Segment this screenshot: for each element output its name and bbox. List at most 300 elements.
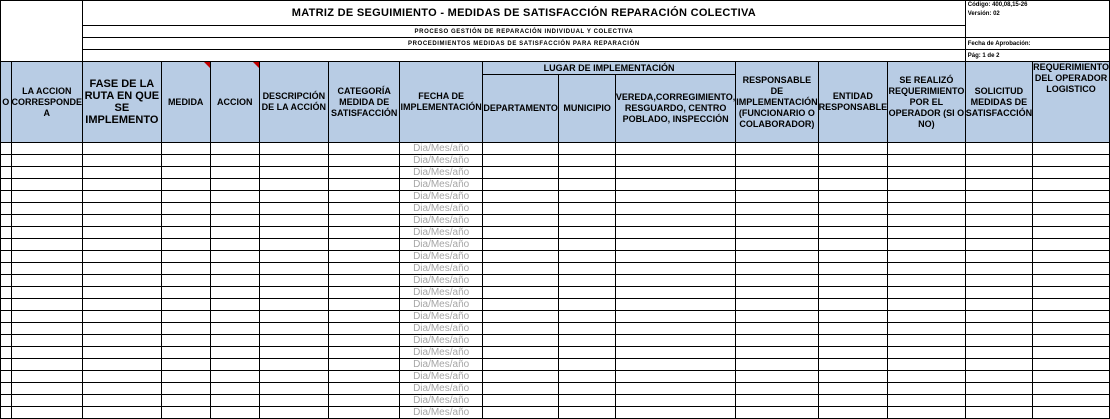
data-cell[interactable] (482, 191, 559, 203)
data-cell[interactable] (259, 383, 328, 395)
data-cell[interactable] (11, 227, 83, 239)
data-cell[interactable] (328, 323, 400, 335)
data-cell[interactable] (888, 311, 966, 323)
data-cell[interactable] (328, 251, 400, 263)
data-cell[interactable] (615, 371, 735, 383)
data-cell[interactable] (328, 239, 400, 251)
col-header-route-phase[interactable]: FASE DE LA RUTA EN QUE SE IMPLEMENTO (83, 62, 162, 143)
data-cell[interactable] (1, 395, 12, 407)
data-cell[interactable] (482, 167, 559, 179)
data-cell[interactable] (210, 407, 259, 419)
data-cell[interactable] (482, 359, 559, 371)
data-cell[interactable] (210, 179, 259, 191)
data-cell[interactable] (965, 299, 1032, 311)
data-cell[interactable] (482, 311, 559, 323)
data-cell[interactable] (83, 251, 162, 263)
data-cell[interactable] (888, 383, 966, 395)
data-cell[interactable] (328, 275, 400, 287)
data-cell[interactable] (83, 263, 162, 275)
data-cell[interactable] (559, 323, 615, 335)
data-cell[interactable] (1, 359, 12, 371)
data-cell[interactable] (965, 407, 1032, 419)
data-cell[interactable] (615, 155, 735, 167)
data-cell[interactable] (559, 263, 615, 275)
data-cell[interactable] (259, 191, 328, 203)
data-cell[interactable] (11, 323, 83, 335)
data-cell[interactable] (559, 383, 615, 395)
data-cell[interactable] (83, 347, 162, 359)
data-cell[interactable] (1033, 227, 1110, 239)
data-cell[interactable] (1033, 311, 1110, 323)
data-cell[interactable] (965, 323, 1032, 335)
col-header-responsible-entity[interactable]: ENTIDAD RESPONSABLE (818, 62, 888, 143)
col-header-action-corresponds[interactable]: LA ACCION CORRESPONDE A (11, 62, 83, 143)
data-cell[interactable] (818, 311, 888, 323)
data-cell[interactable] (965, 383, 1032, 395)
data-cell[interactable] (161, 323, 210, 335)
data-cell[interactable] (736, 227, 818, 239)
data-cell[interactable] (161, 359, 210, 371)
date-cell[interactable]: Dia/Mes/año (400, 407, 482, 419)
data-cell[interactable] (736, 335, 818, 347)
col-header-department[interactable]: DEPARTAMENTO (482, 75, 559, 143)
col-header-0[interactable]: O (1, 62, 12, 143)
col-header-municipality[interactable]: MUNICIPIO (559, 75, 615, 143)
data-cell[interactable] (888, 407, 966, 419)
data-cell[interactable] (11, 371, 83, 383)
data-cell[interactable] (615, 179, 735, 191)
data-cell[interactable] (888, 371, 966, 383)
data-cell[interactable] (559, 251, 615, 263)
data-cell[interactable] (83, 407, 162, 419)
date-cell[interactable]: Dia/Mes/año (400, 395, 482, 407)
data-cell[interactable] (210, 143, 259, 155)
data-cell[interactable] (559, 359, 615, 371)
data-cell[interactable] (210, 359, 259, 371)
data-cell[interactable] (818, 299, 888, 311)
data-cell[interactable] (11, 287, 83, 299)
data-cell[interactable] (482, 383, 559, 395)
date-cell[interactable]: Dia/Mes/año (400, 251, 482, 263)
data-cell[interactable] (161, 395, 210, 407)
data-cell[interactable] (559, 395, 615, 407)
data-cell[interactable] (965, 359, 1032, 371)
data-cell[interactable] (161, 227, 210, 239)
data-cell[interactable] (1033, 299, 1110, 311)
data-cell[interactable] (328, 347, 400, 359)
data-cell[interactable] (559, 215, 615, 227)
data-cell[interactable] (965, 155, 1032, 167)
data-cell[interactable] (965, 311, 1032, 323)
data-cell[interactable] (736, 167, 818, 179)
data-cell[interactable] (965, 335, 1032, 347)
data-cell[interactable] (161, 251, 210, 263)
data-cell[interactable] (210, 347, 259, 359)
data-cell[interactable] (615, 347, 735, 359)
data-cell[interactable] (736, 191, 818, 203)
data-cell[interactable] (888, 275, 966, 287)
data-cell[interactable] (615, 395, 735, 407)
data-cell[interactable] (259, 311, 328, 323)
data-cell[interactable] (11, 359, 83, 371)
data-cell[interactable] (83, 395, 162, 407)
data-cell[interactable] (482, 251, 559, 263)
data-cell[interactable] (210, 227, 259, 239)
date-cell[interactable]: Dia/Mes/año (400, 335, 482, 347)
data-cell[interactable] (965, 275, 1032, 287)
data-cell[interactable] (736, 215, 818, 227)
data-cell[interactable] (210, 167, 259, 179)
data-cell[interactable] (482, 323, 559, 335)
data-cell[interactable] (1, 155, 12, 167)
data-cell[interactable] (965, 215, 1032, 227)
data-cell[interactable] (615, 299, 735, 311)
data-cell[interactable] (328, 287, 400, 299)
data-cell[interactable] (559, 311, 615, 323)
data-cell[interactable] (1033, 155, 1110, 167)
data-cell[interactable] (1033, 335, 1110, 347)
data-cell[interactable] (888, 323, 966, 335)
data-cell[interactable] (1033, 395, 1110, 407)
data-cell[interactable] (482, 263, 559, 275)
data-cell[interactable] (1033, 287, 1110, 299)
group-header-implementation-place[interactable]: LUGAR DE IMPLEMENTACIÓN (482, 62, 735, 75)
data-cell[interactable] (736, 179, 818, 191)
data-cell[interactable] (161, 335, 210, 347)
data-cell[interactable] (736, 251, 818, 263)
col-header-satisfaction-category[interactable]: CATEGORÍA MEDIDA DE SATISFACCIÓN (328, 62, 400, 143)
data-cell[interactable] (615, 167, 735, 179)
data-cell[interactable] (161, 311, 210, 323)
data-cell[interactable] (83, 239, 162, 251)
data-cell[interactable] (210, 155, 259, 167)
data-cell[interactable] (210, 251, 259, 263)
data-cell[interactable] (736, 347, 818, 359)
data-cell[interactable] (559, 335, 615, 347)
data-cell[interactable] (161, 347, 210, 359)
data-cell[interactable] (818, 347, 888, 359)
data-cell[interactable] (83, 287, 162, 299)
data-cell[interactable] (736, 203, 818, 215)
data-cell[interactable] (888, 215, 966, 227)
data-cell[interactable] (1033, 239, 1110, 251)
data-cell[interactable] (482, 371, 559, 383)
data-cell[interactable] (888, 287, 966, 299)
data-cell[interactable] (83, 371, 162, 383)
date-cell[interactable]: Dia/Mes/año (400, 359, 482, 371)
data-cell[interactable] (328, 143, 400, 155)
data-cell[interactable] (11, 395, 83, 407)
data-cell[interactable] (615, 215, 735, 227)
data-cell[interactable] (818, 239, 888, 251)
data-cell[interactable] (1, 347, 12, 359)
data-cell[interactable] (161, 143, 210, 155)
data-cell[interactable] (259, 359, 328, 371)
data-cell[interactable] (328, 203, 400, 215)
data-cell[interactable] (161, 383, 210, 395)
data-cell[interactable] (328, 395, 400, 407)
data-cell[interactable] (259, 275, 328, 287)
data-cell[interactable] (818, 203, 888, 215)
data-cell[interactable] (482, 239, 559, 251)
data-cell[interactable] (818, 395, 888, 407)
data-cell[interactable] (11, 179, 83, 191)
data-cell[interactable] (161, 263, 210, 275)
data-cell[interactable] (83, 311, 162, 323)
data-cell[interactable] (965, 371, 1032, 383)
date-cell[interactable]: Dia/Mes/año (400, 239, 482, 251)
data-cell[interactable] (1033, 371, 1110, 383)
data-cell[interactable] (559, 179, 615, 191)
data-cell[interactable] (818, 227, 888, 239)
date-cell[interactable]: Dia/Mes/año (400, 287, 482, 299)
data-cell[interactable] (259, 179, 328, 191)
data-cell[interactable] (615, 407, 735, 419)
data-cell[interactable] (559, 371, 615, 383)
data-cell[interactable] (328, 227, 400, 239)
data-cell[interactable] (1, 323, 12, 335)
data-cell[interactable] (210, 311, 259, 323)
data-cell[interactable] (83, 323, 162, 335)
data-cell[interactable] (818, 323, 888, 335)
date-cell[interactable]: Dia/Mes/año (400, 347, 482, 359)
data-cell[interactable] (736, 311, 818, 323)
date-cell[interactable]: Dia/Mes/año (400, 323, 482, 335)
data-cell[interactable] (965, 143, 1032, 155)
data-cell[interactable] (328, 179, 400, 191)
data-cell[interactable] (482, 347, 559, 359)
data-cell[interactable] (210, 335, 259, 347)
data-cell[interactable] (161, 215, 210, 227)
data-cell[interactable] (888, 143, 966, 155)
data-cell[interactable] (259, 251, 328, 263)
data-cell[interactable] (1, 311, 12, 323)
data-cell[interactable] (210, 287, 259, 299)
data-cell[interactable] (210, 191, 259, 203)
data-cell[interactable] (210, 275, 259, 287)
date-cell[interactable]: Dia/Mes/año (400, 227, 482, 239)
data-cell[interactable] (259, 407, 328, 419)
data-cell[interactable] (482, 155, 559, 167)
data-cell[interactable] (1033, 383, 1110, 395)
data-cell[interactable] (11, 239, 83, 251)
data-cell[interactable] (1, 371, 12, 383)
data-cell[interactable] (83, 167, 162, 179)
data-cell[interactable] (210, 203, 259, 215)
data-cell[interactable] (965, 167, 1032, 179)
data-cell[interactable] (1033, 179, 1110, 191)
data-cell[interactable] (161, 203, 210, 215)
data-cell[interactable] (1, 275, 12, 287)
data-cell[interactable] (482, 227, 559, 239)
data-cell[interactable] (328, 215, 400, 227)
data-cell[interactable] (482, 215, 559, 227)
data-cell[interactable] (818, 167, 888, 179)
data-cell[interactable] (736, 323, 818, 335)
data-cell[interactable] (328, 299, 400, 311)
data-cell[interactable] (818, 371, 888, 383)
data-cell[interactable] (11, 383, 83, 395)
data-cell[interactable] (1, 239, 12, 251)
data-cell[interactable] (888, 227, 966, 239)
data-cell[interactable] (615, 383, 735, 395)
data-cell[interactable] (83, 203, 162, 215)
data-cell[interactable] (818, 407, 888, 419)
date-cell[interactable]: Dia/Mes/año (400, 299, 482, 311)
data-cell[interactable] (888, 167, 966, 179)
data-cell[interactable] (328, 383, 400, 395)
data-cell[interactable] (161, 239, 210, 251)
data-cell[interactable] (1033, 359, 1110, 371)
data-cell[interactable] (259, 227, 328, 239)
data-cell[interactable] (161, 287, 210, 299)
data-cell[interactable] (11, 191, 83, 203)
data-cell[interactable] (482, 335, 559, 347)
data-cell[interactable] (559, 167, 615, 179)
data-cell[interactable] (615, 359, 735, 371)
data-cell[interactable] (482, 395, 559, 407)
data-cell[interactable] (210, 239, 259, 251)
data-cell[interactable] (482, 407, 559, 419)
data-cell[interactable] (736, 407, 818, 419)
data-cell[interactable] (818, 335, 888, 347)
data-cell[interactable] (83, 191, 162, 203)
data-cell[interactable] (1033, 251, 1110, 263)
data-cell[interactable] (328, 167, 400, 179)
data-cell[interactable] (615, 191, 735, 203)
data-cell[interactable] (736, 395, 818, 407)
data-cell[interactable] (615, 227, 735, 239)
data-cell[interactable] (161, 155, 210, 167)
col-header-implementation-responsible[interactable]: RESPONSABLE DE IMPLEMENTACIÓN (FUNCIONARIO O COLABORADOR) (736, 62, 818, 143)
data-cell[interactable] (259, 395, 328, 407)
data-cell[interactable] (1, 167, 12, 179)
date-cell[interactable]: Dia/Mes/año (400, 155, 482, 167)
data-cell[interactable] (818, 275, 888, 287)
data-cell[interactable] (259, 155, 328, 167)
data-cell[interactable] (1, 143, 12, 155)
data-cell[interactable] (818, 359, 888, 371)
data-cell[interactable] (559, 299, 615, 311)
data-cell[interactable] (736, 371, 818, 383)
date-cell[interactable]: Dia/Mes/año (400, 215, 482, 227)
data-cell[interactable] (11, 347, 83, 359)
data-cell[interactable] (83, 275, 162, 287)
data-cell[interactable] (888, 347, 966, 359)
data-cell[interactable] (83, 383, 162, 395)
date-cell[interactable]: Dia/Mes/año (400, 179, 482, 191)
data-cell[interactable] (818, 215, 888, 227)
data-cell[interactable] (888, 155, 966, 167)
data-cell[interactable] (210, 299, 259, 311)
data-cell[interactable] (161, 371, 210, 383)
data-cell[interactable] (482, 275, 559, 287)
data-cell[interactable] (482, 203, 559, 215)
data-cell[interactable] (736, 287, 818, 299)
data-cell[interactable] (259, 371, 328, 383)
data-cell[interactable] (965, 203, 1032, 215)
data-cell[interactable] (1033, 215, 1110, 227)
data-cell[interactable] (736, 239, 818, 251)
data-cell[interactable] (818, 191, 888, 203)
data-cell[interactable] (1, 215, 12, 227)
data-cell[interactable] (888, 359, 966, 371)
data-cell[interactable] (559, 143, 615, 155)
data-cell[interactable] (1033, 323, 1110, 335)
data-cell[interactable] (736, 359, 818, 371)
data-cell[interactable] (11, 215, 83, 227)
data-cell[interactable] (83, 299, 162, 311)
data-cell[interactable] (559, 227, 615, 239)
data-cell[interactable] (965, 251, 1032, 263)
data-cell[interactable] (615, 335, 735, 347)
data-cell[interactable] (888, 203, 966, 215)
date-cell[interactable]: Dia/Mes/año (400, 143, 482, 155)
data-cell[interactable] (888, 263, 966, 275)
date-cell[interactable]: Dia/Mes/año (400, 191, 482, 203)
data-cell[interactable] (1033, 143, 1110, 155)
col-header-operator-request[interactable]: SE REALIZÓ REQUERIMIENTO POR EL OPERADOR (SI O NO) (888, 62, 966, 143)
data-cell[interactable] (615, 143, 735, 155)
data-cell[interactable] (888, 395, 966, 407)
data-cell[interactable] (965, 263, 1032, 275)
data-cell[interactable] (11, 275, 83, 287)
data-cell[interactable] (11, 203, 83, 215)
data-cell[interactable] (1, 287, 12, 299)
date-cell[interactable]: Dia/Mes/año (400, 311, 482, 323)
data-cell[interactable] (615, 311, 735, 323)
data-cell[interactable] (83, 227, 162, 239)
data-cell[interactable] (818, 143, 888, 155)
data-cell[interactable] (83, 215, 162, 227)
col-header-logistics-requirement[interactable]: REQUERIMIENTO DEL OPERADOR LOGISTICO (1033, 62, 1110, 143)
data-cell[interactable] (559, 203, 615, 215)
data-cell[interactable] (259, 167, 328, 179)
data-cell[interactable] (83, 359, 162, 371)
data-cell[interactable] (328, 359, 400, 371)
date-cell[interactable]: Dia/Mes/año (400, 167, 482, 179)
data-cell[interactable] (259, 299, 328, 311)
col-header-locality[interactable]: VEREDA,CORREGIMIENTO, RESGUARDO, CENTRO POBLADO, INSPECCIÓN (615, 75, 735, 143)
data-cell[interactable] (328, 371, 400, 383)
data-cell[interactable] (736, 155, 818, 167)
data-cell[interactable] (210, 371, 259, 383)
data-cell[interactable] (210, 215, 259, 227)
data-cell[interactable] (615, 323, 735, 335)
data-cell[interactable] (482, 299, 559, 311)
data-cell[interactable] (818, 179, 888, 191)
data-cell[interactable] (11, 167, 83, 179)
data-cell[interactable] (210, 383, 259, 395)
data-cell[interactable] (161, 299, 210, 311)
col-header-satisfaction-request[interactable]: SOLICITUD MEDIDAS DE SATISFACCIÓN (965, 62, 1032, 143)
data-cell[interactable] (818, 263, 888, 275)
data-cell[interactable] (736, 143, 818, 155)
col-header-measure[interactable]: MEDIDA (161, 62, 210, 143)
data-cell[interactable] (818, 383, 888, 395)
data-cell[interactable] (161, 275, 210, 287)
data-cell[interactable] (615, 287, 735, 299)
data-cell[interactable] (1033, 167, 1110, 179)
data-cell[interactable] (559, 407, 615, 419)
data-cell[interactable] (11, 299, 83, 311)
data-cell[interactable] (1, 191, 12, 203)
data-cell[interactable] (1, 179, 12, 191)
data-cell[interactable] (615, 251, 735, 263)
data-cell[interactable] (328, 311, 400, 323)
data-cell[interactable] (11, 335, 83, 347)
data-cell[interactable] (736, 275, 818, 287)
